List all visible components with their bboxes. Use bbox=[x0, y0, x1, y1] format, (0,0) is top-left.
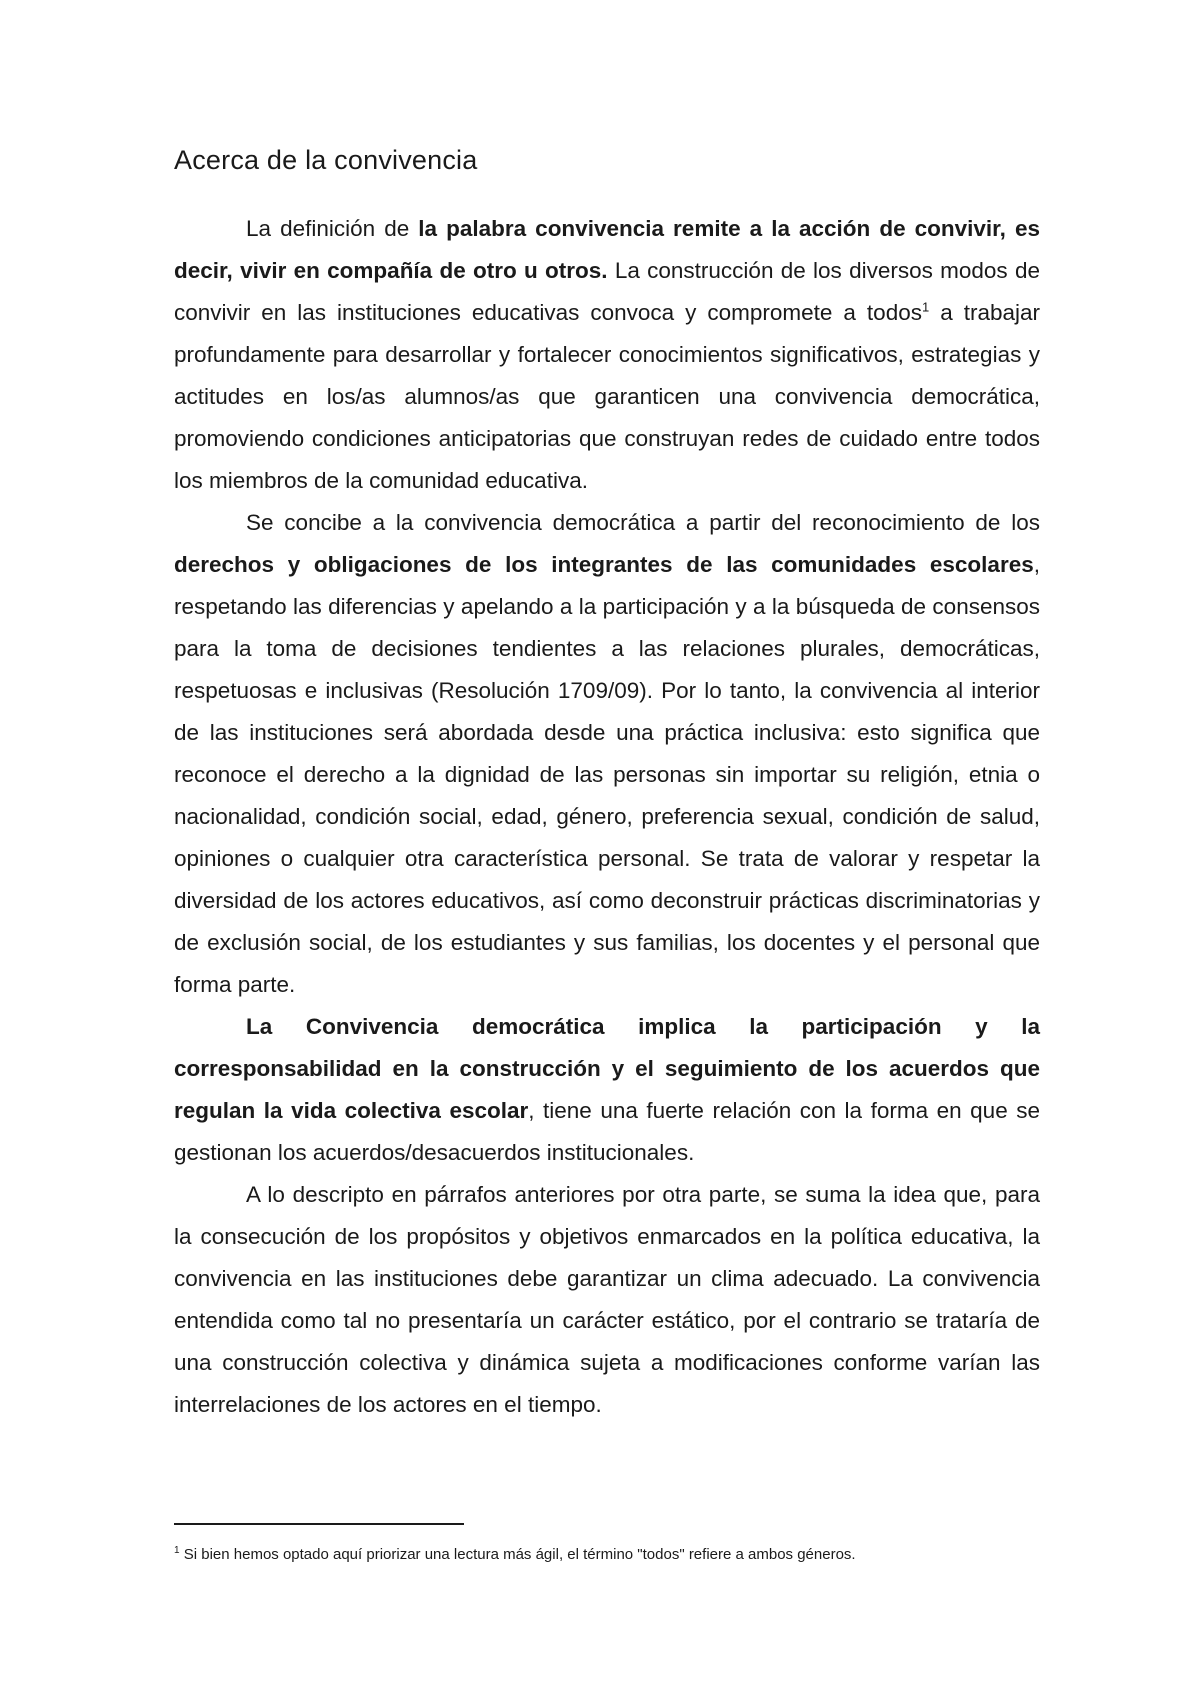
paragraph-4 bbox=[174, 1174, 1040, 1426]
footnote-separator bbox=[174, 1523, 464, 1525]
paragraph-2 bbox=[174, 502, 1040, 1006]
footnote-marker: 1 bbox=[174, 1545, 180, 1556]
text-segment: La construcción de los diversos modos de convivir en las instituciones educativas convoca y compromete a todos bbox=[174, 258, 1040, 325]
text-segment: La definición de bbox=[246, 216, 419, 241]
document-body bbox=[174, 138, 1040, 1426]
text-segment: Se concibe a la convivencia democrática a partir del reconocimiento de los bbox=[246, 510, 1040, 535]
bold-text-segment: derechos y obligaciones de los integrantes de las comunidades escolares bbox=[174, 552, 1034, 577]
footnote bbox=[174, 1545, 1040, 1565]
text-segment: , tiene una fuerte relación con la forma en que se gestionan los acuerdos/desacuerdos institucionales. bbox=[174, 1098, 1040, 1165]
text-segment: , respetando las diferencias y apelando a la participación y a la búsqueda de consensos para la toma de decisiones tendientes a las relaciones plurales, democráticas, respetuosas e inclusivas (Resolución 1709/09). Por lo tanto, la convivencia al interior de las instituciones será abordada desde una práctica inclusiva: esto significa que reconoce el derecho a la dignidad de las personas sin importar su religión, etnia o nacionalidad, condición social, edad, género, preferencia sexual, condición de salud, opiniones o cualquier otra característica personal. Se trata de valorar y respetar la diversidad de los actores educativos, así como deconstruir prácticas discriminatorias y de exclusión social, de los estudiantes y sus familias, los docentes y el personal que forma parte. bbox=[174, 552, 1040, 997]
footnote-reference[interactable]: 1 bbox=[921, 299, 930, 315]
paragraph-3 bbox=[174, 1006, 1040, 1174]
footnote-text: Si bien hemos optado aquí priorizar una lectura más ágil, el término "todos" refiere a ambos géneros. bbox=[179, 1546, 856, 1563]
bold-text-segment: La Convivencia democrática implica la participación y la corresponsabilidad en la construcción y el seguimiento de los acuerdos que regulan la vida colectiva escolar bbox=[174, 1014, 1040, 1123]
text-segment: A lo descripto en párrafos anteriores por otra parte, se suma la idea que, para la consecución de los propósitos y objetivos enmarcados en la política educativa, la convivencia en las instituciones debe garantizar un clima adecuado. La convivencia entendida como tal no presentaría un carácter estático, por el contrario se trataría de una construcción colectiva y dinámica sujeta a modificaciones conforme varían las interrelaciones de los actores en el tiempo. bbox=[174, 1182, 1040, 1417]
bold-text-segment: la palabra convivencia remite a la acción de convivir, es decir, vivir en compañía de otro u otros. bbox=[174, 216, 1041, 283]
document-title: Acerca de la convivencia bbox=[174, 145, 478, 175]
paragraph-1 bbox=[174, 208, 1040, 502]
footnote-area bbox=[174, 1523, 1040, 1565]
text-segment: a trabajar profundamente para desarrollar y fortalecer conocimientos significativos, estrategias y actitudes en los/as alumnos/as que garanticen una convivencia democrática, promoviendo condiciones anticipatorias que construyan redes de cuidado entre todos los miembros de la comunidad educativa. bbox=[174, 300, 1040, 493]
